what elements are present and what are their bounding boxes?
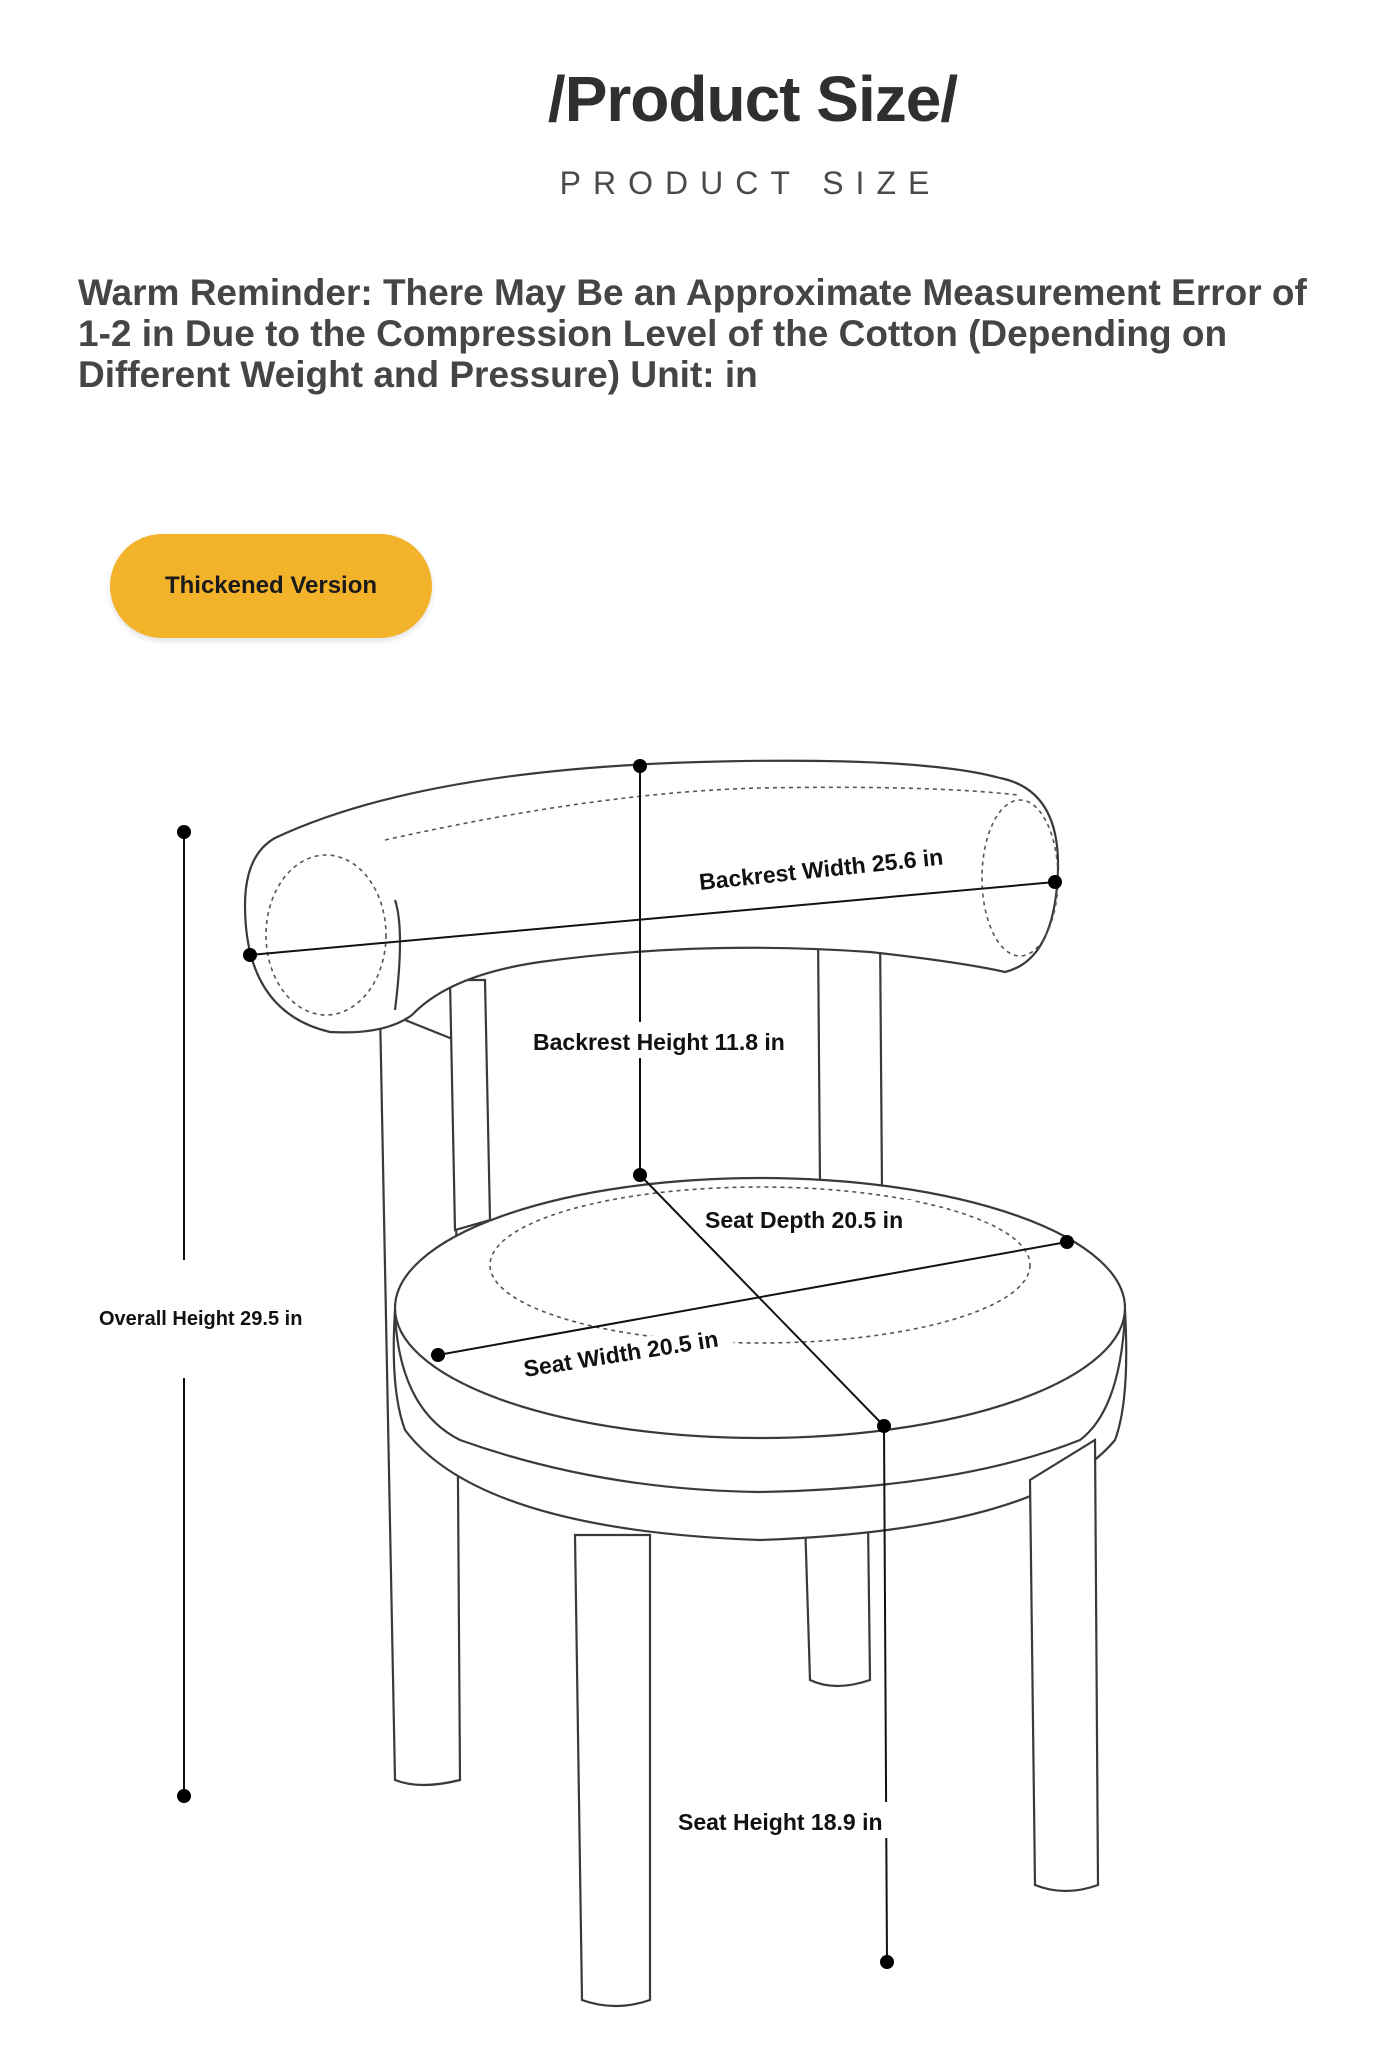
- dot-backrest-top: [633, 759, 647, 773]
- badge-label: Thickened Version: [164, 572, 378, 599]
- seat-height-label: Seat Height 18.9 in: [678, 1809, 883, 1835]
- dot-seat-height-bottom: [880, 1955, 894, 1969]
- seat-depth-label: Seat Depth 20.5 in: [705, 1207, 904, 1233]
- backrest-width-label: Backrest Width 25.6 in: [697, 843, 945, 895]
- dot-seat-right: [1060, 1235, 1074, 1249]
- dot-seat-left: [431, 1348, 445, 1362]
- backrest: [245, 761, 1058, 1033]
- back-right-leg-lower: [805, 1520, 870, 1686]
- front-right-leg: [1030, 1440, 1098, 1891]
- dot-overall-bottom: [177, 1789, 191, 1803]
- left-backrest-post: [450, 980, 490, 1230]
- warm-reminder-text: Warm Reminder: There May Be an Approximate Measurement Error of 1-2 in Due to the Compression Level of the Cotton (Depending on Different Weight and Pressure) Unit: in: [78, 272, 1307, 395]
- overall-height-label: Overall Height 29.5 in: [99, 1308, 303, 1330]
- dot-backrest-right: [1048, 875, 1062, 889]
- dot-seat-front: [877, 1419, 891, 1433]
- dot-backrest-left: [243, 948, 257, 962]
- backrest-shell: [245, 761, 1058, 1033]
- page-title: /Product Size/: [547, 63, 958, 135]
- page-subtitle: PRODUCT SIZE: [559, 165, 942, 201]
- backrest-height-label: Backrest Height 11.8 in: [533, 1029, 785, 1055]
- right-backrest-post: [818, 930, 882, 1190]
- front-left-leg: [575, 1535, 650, 2006]
- dot-seat-back: [633, 1168, 647, 1182]
- dot-overall-top: [177, 825, 191, 839]
- seat-width-label: Seat Width 20.5 in: [521, 1325, 720, 1382]
